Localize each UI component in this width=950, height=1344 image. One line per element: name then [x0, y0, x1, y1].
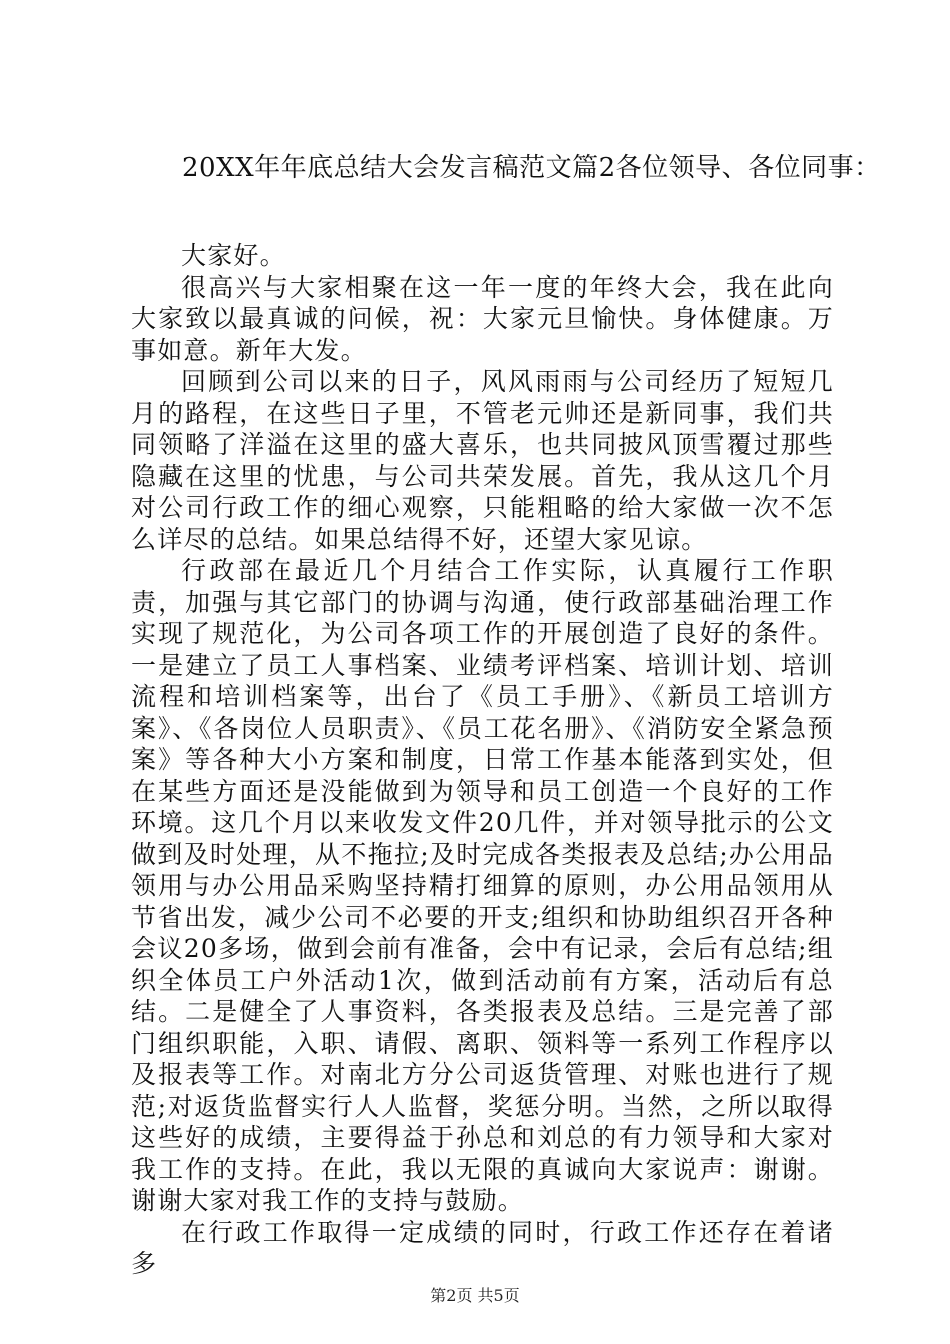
document-body — [131, 240, 834, 1280]
paragraph-review: 回顾到公司以来的日子，风风雨雨与公司经历了短短几月的路程，在这些日子里，不管老元帅还是新同事，我们共同领略了洋溢在这里的盛大喜乐，也共同披风顶雪覆过那些隐藏在这里的忧患，与公司共荣发展。首先，我从这几个月对公司行政工作的细心观察，只能粗略的给大家做一次不怎么详尽的总结。如果总结得不好，还望大家见谅。 — [131, 367, 834, 554]
paragraph-achievements: 行政部在最近几个月结合工作实际，认真履行工作职责，加强与其它部门的协调与沟通，使行政部基础治理工作实现了规范化，为公司各项工作的开展创造了良好的条件。一是建立了员工人事档案、业绩考评档案、培训计划、培训流程和培训档案等，出台了《员工手册》、《新员工培训方案》、《各岗位人员职责》、《员工花名册》、《消防安全紧急预案》等各种大小方案和制度，日常工作基本能落到实处，但在某些方面还是没能做到为领导和员工创造一个良好的工作环境。这几个月以来收发文件20几件，并对领导批示的公文做到及时处理，从不拖拉;及时完成各类报表及总结;办公用品领用与办公用品采购坚持精打细算的原则，办公用品领用从节省出发，减少公司不必要的开支;组织和协助组织召开各种会议20多场，做到会前有准备，会中有记录，会后有总结;组织全体员工户外活动1次，做到活动前有方案，活动后有总结。二是健全了人事资料，各类报表及总结。三是完善了部门组织职能，入职、请假、离职、领料等一系列工作程序以及报表等工作。对南北方分公司返货管理、对账也进行了规范;对返货监督实行人人监督，奖惩分明。当然，之所以取得这些好的成绩，主要得益于孙总和刘总的有力领导和大家对我工作的支持。在此，我以无限的真诚向大家说声：谢谢。谢谢大家对我工作的支持与鼓励。 — [131, 556, 834, 1215]
paragraph-issues: 在行政工作取得一定成绩的同时，行政工作还存在着诸多 — [131, 1217, 834, 1278]
document-title: 20XX年年底总结大会发言稿范文篇2各位领导、各位同事： — [182, 153, 881, 183]
page-number-footer: 第2页 共5页 — [430, 1286, 520, 1305]
paragraph-wishes: 很高兴与大家相聚在这一年一度的年终大会，我在此向大家致以最真诚的问候，祝：大家元旦愉快。身体健康。万事如意。新年大发。 — [131, 272, 834, 365]
paragraph-greeting: 大家好。 — [181, 241, 286, 270]
